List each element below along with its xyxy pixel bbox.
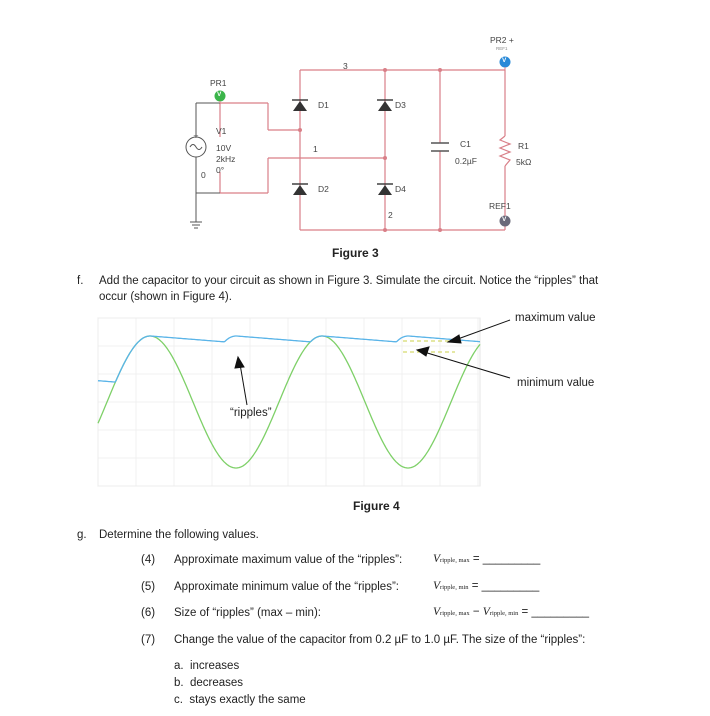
- v-subscript: ripple, min: [440, 584, 469, 591]
- question-5-text: Approximate minimum value of the “ripples”:: [174, 581, 399, 593]
- label-node-3: 3: [343, 61, 348, 71]
- label-v1-phase: 0°: [216, 165, 225, 175]
- choice-letter: b.: [174, 677, 184, 689]
- ripples-pointer-line: [240, 364, 247, 405]
- part-f-line1: Add the capacitor to your circuit as shown in Figure 3. Simulate the circuit. Notice the “ripples” that: [99, 275, 599, 287]
- label-pr2-ref: REF1: [496, 46, 508, 51]
- question-7-number: (7): [141, 634, 156, 646]
- part-f-line2: occur (shown in Figure 4).: [99, 291, 232, 303]
- choice-letter: c.: [174, 694, 183, 706]
- figure-4-caption: Figure 4: [353, 499, 400, 513]
- question-4-number: (4): [141, 554, 156, 566]
- pr2-plus: +: [508, 35, 514, 45]
- max-value-label: maximum value: [515, 312, 596, 324]
- label-pr1: PR1: [210, 78, 227, 88]
- question-4-answer: [433, 553, 540, 565]
- part-g-intro: Determine the following values.: [99, 529, 259, 541]
- v-subscript: ripple, max: [440, 557, 470, 564]
- label-d2: D2: [318, 184, 329, 194]
- probe-pr1-glyph: V: [217, 91, 222, 98]
- choice-b[interactable]: [174, 677, 243, 689]
- ripples-pointer-arrowhead: [235, 357, 244, 368]
- label-r1: R1: [518, 141, 529, 151]
- label-r1-val: 5kΩ: [516, 157, 532, 167]
- probe-ref1-glyph: V: [502, 216, 507, 223]
- question-6-answer: [433, 606, 589, 618]
- label-node-2: 2: [388, 210, 393, 220]
- v-subscript-2: ripple, min: [489, 610, 519, 617]
- choice-letter: a.: [174, 660, 184, 672]
- v-symbol-2: V: [482, 606, 490, 618]
- answer-blank[interactable]: = _________: [521, 606, 590, 618]
- pr2-text: PR2: [490, 35, 507, 45]
- part-f-label: f.: [77, 275, 84, 287]
- probe-pr2-glyph: V: [502, 57, 507, 64]
- part-g-label: g.: [77, 529, 87, 541]
- label-node-0: 0: [201, 170, 206, 180]
- v-subscript: ripple, max: [440, 610, 470, 617]
- max-pointer-line: [455, 320, 510, 340]
- ripples-label: “ripples”: [230, 407, 272, 419]
- label-node-1: 1: [313, 144, 318, 154]
- label-d4: D4: [395, 184, 406, 194]
- choice-text: stays exactly the same: [189, 694, 306, 706]
- choice-c[interactable]: [174, 694, 306, 706]
- v-symbol: V: [433, 606, 441, 618]
- figure-3-caption: Figure 3: [332, 246, 379, 260]
- answer-blank[interactable]: = _________: [471, 580, 540, 592]
- label-c1: C1: [460, 139, 471, 149]
- question-6-text: Size of “ripples” (max – min):: [174, 607, 321, 619]
- svg-text:+: +: [193, 132, 199, 140]
- question-5-number: (5): [141, 581, 156, 593]
- label-v1-amp: 10V: [216, 143, 232, 153]
- output-ripple-wave: [98, 336, 480, 382]
- v-symbol: V: [433, 580, 441, 592]
- label-v1-freq: 2kHz: [216, 154, 236, 164]
- question-5-answer: [433, 580, 539, 592]
- label-c1-val: 0.2µF: [455, 156, 477, 166]
- label-v1: V1: [216, 126, 227, 136]
- v-symbol: V: [433, 553, 441, 565]
- waveform-plot: [0, 300, 710, 500]
- minus-sign: −: [472, 606, 483, 618]
- question-4-text: Approximate maximum value of the “ripples”:: [174, 554, 403, 566]
- label-ref1: REF1: [489, 201, 511, 211]
- label-d1: D1: [318, 100, 329, 110]
- choice-text: increases: [189, 660, 240, 672]
- min-value-label: minimum value: [517, 377, 595, 389]
- answer-blank[interactable]: = _________: [472, 553, 541, 565]
- circuit-schematic: [0, 0, 710, 260]
- choice-a[interactable]: [174, 660, 239, 672]
- label-d3: D3: [395, 100, 406, 110]
- question-7-text: Change the value of the capacitor from 0.2 µF to 1.0 µF. The size of the “ripples”:: [174, 634, 586, 646]
- question-6-number: (6): [141, 607, 156, 619]
- min-pointer-arrowhead: [417, 347, 429, 356]
- choice-text: decreases: [189, 677, 244, 689]
- label-pr2: [490, 35, 514, 45]
